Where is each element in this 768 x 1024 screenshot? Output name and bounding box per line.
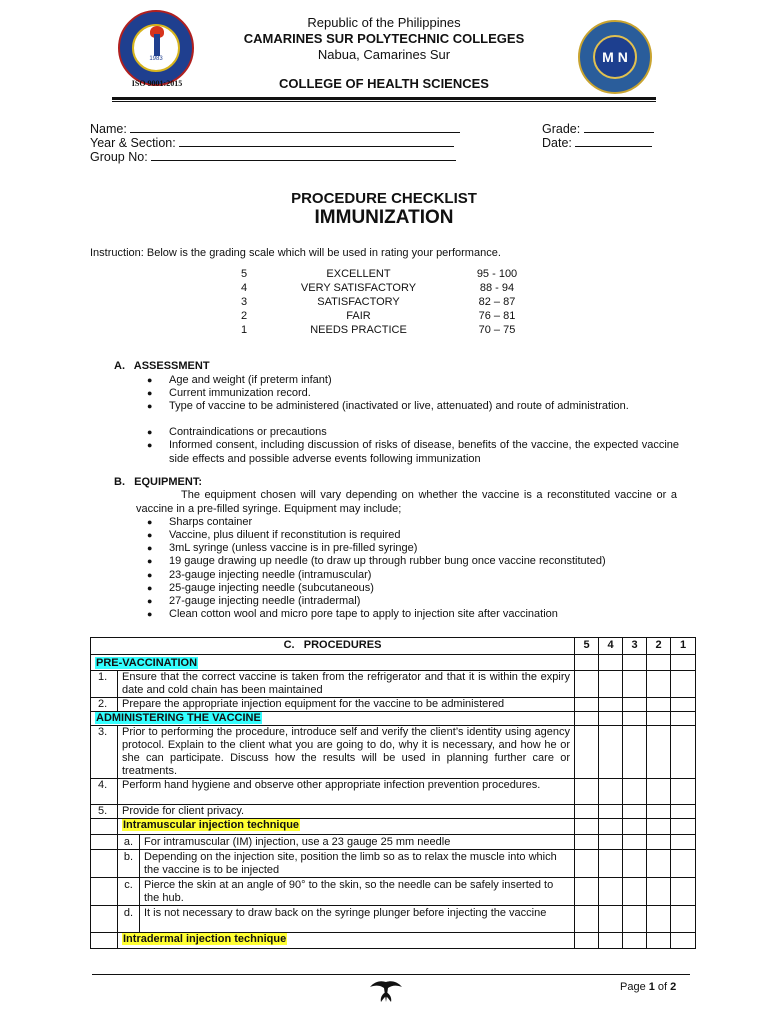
score-cell[interactable] (671, 933, 696, 949)
header-divider (112, 97, 656, 100)
score-cell[interactable] (671, 712, 696, 726)
score-cell[interactable] (647, 850, 671, 878)
page-number: Page 1 of 2 (620, 981, 677, 993)
equipment-intro: The equipment chosen will vary depending on whether the vaccine is a reconstituted vaccine or a vaccine in a pre-filled syringe. Equipment may include; (136, 489, 677, 515)
table-row (91, 906, 696, 933)
score-cell[interactable] (575, 712, 599, 726)
scale-score: 2 (241, 310, 248, 322)
score-header: 4 (599, 638, 623, 655)
seal-year: 1983 (149, 56, 163, 62)
date-field[interactable] (542, 134, 652, 150)
score-cell[interactable] (599, 671, 623, 698)
procedures-table (90, 637, 695, 949)
name-label: Name: (90, 122, 127, 136)
score-cell[interactable] (575, 655, 599, 671)
bullet-icon: ● (147, 609, 153, 619)
score-cell[interactable] (623, 655, 647, 671)
score-cell[interactable] (599, 906, 623, 933)
scale-row (0, 324, 768, 338)
sub-text: For intramuscular (IM) injection, use a 23 gauge 25 mm needle (140, 835, 575, 850)
score-cell[interactable] (575, 698, 599, 712)
score-cell[interactable] (647, 933, 671, 949)
score-cell[interactable] (623, 933, 647, 949)
name-line[interactable] (130, 120, 460, 133)
score-cell[interactable] (647, 835, 671, 850)
score-cell[interactable] (671, 671, 696, 698)
score-cell[interactable] (671, 850, 696, 878)
iso-certification: ISO 9001:2015 (131, 79, 183, 88)
bullet-icon: ● (147, 530, 153, 540)
score-cell[interactable] (575, 933, 599, 949)
score-cell[interactable] (647, 819, 671, 835)
college-name: CAMARINES SUR POLYTECHNIC COLLEGES (243, 31, 525, 46)
date-line[interactable] (575, 134, 652, 147)
bullet-icon: ● (147, 583, 153, 593)
score-cell[interactable] (647, 878, 671, 906)
bullet-icon: ● (147, 556, 153, 566)
step-number: 1. (91, 671, 118, 698)
scale-range: 70 – 75 (478, 324, 516, 336)
table-row (91, 671, 696, 698)
im-technique-heading: Intramuscular injection technique (123, 819, 300, 831)
pre-vaccination-cell (91, 655, 575, 671)
score-cell[interactable] (671, 819, 696, 835)
table-header-row (91, 638, 696, 655)
bullet-icon: ● (147, 570, 153, 580)
score-cell[interactable] (599, 726, 623, 779)
score-cell[interactable] (647, 779, 671, 805)
score-cell[interactable] (599, 933, 623, 949)
department-name: COLLEGE OF HEALTH SCIENCES (279, 76, 489, 91)
score-cell[interactable] (671, 726, 696, 779)
grade-line[interactable] (584, 120, 654, 133)
scale-row (0, 268, 768, 282)
scale-label: NEEDS PRACTICE (310, 324, 407, 336)
scale-range: 95 - 100 (476, 268, 518, 280)
equipment-heading: B. EQUIPMENT: (114, 476, 203, 488)
score-cell[interactable] (575, 805, 599, 819)
score-cell[interactable] (599, 805, 623, 819)
pre-vaccination-heading: PRE-VACCINATION (96, 657, 198, 669)
score-cell[interactable] (647, 906, 671, 933)
score-cell[interactable] (671, 878, 696, 906)
table-row (91, 850, 696, 878)
scale-label: FAIR (346, 310, 371, 322)
header-divider-thin (112, 101, 656, 102)
score-cell[interactable] (623, 726, 647, 779)
scale-range: 82 – 87 (478, 296, 516, 308)
date-label: Date: (542, 136, 572, 150)
instruction-text: Instruction: Below is the grading scale which will be used in rating your performance. (90, 247, 501, 259)
score-cell[interactable] (599, 819, 623, 835)
step-number: 4. (91, 779, 118, 805)
score-header: 3 (623, 638, 647, 655)
scale-label: EXCELLENT (326, 268, 391, 280)
bullet-icon: ● (147, 375, 153, 385)
scale-score: 4 (241, 282, 248, 294)
im-technique-cell (118, 819, 575, 835)
score-cell[interactable] (623, 878, 647, 906)
table-row (91, 698, 696, 712)
score-cell[interactable] (599, 878, 623, 906)
score-cell[interactable] (623, 819, 647, 835)
score-cell[interactable] (623, 779, 647, 805)
section-row (91, 712, 696, 726)
sub-letter: c. (118, 878, 140, 906)
college-location: Nabua, Camarines Sur (317, 47, 451, 62)
score-cell[interactable] (623, 850, 647, 878)
score-cell[interactable] (671, 698, 696, 712)
assessment-heading: A. ASSESSMENT (114, 360, 210, 372)
id-technique-cell (118, 933, 575, 949)
scale-row (0, 296, 768, 310)
score-cell[interactable] (671, 805, 696, 819)
procedures-heading: C. PROCEDURES (91, 638, 575, 655)
bullet-icon: ● (147, 596, 153, 606)
score-cell[interactable] (623, 698, 647, 712)
health-logo-letters: M N (593, 35, 637, 79)
score-cell[interactable] (575, 726, 599, 779)
score-cell[interactable] (575, 906, 599, 933)
year-section-label: Year & Section: (90, 136, 176, 150)
bullet-icon: ● (147, 517, 153, 527)
sub-letter: d. (118, 906, 140, 933)
score-cell[interactable] (575, 671, 599, 698)
republic-line: Republic of the Philippines (307, 15, 461, 30)
empty-cell (91, 906, 118, 933)
score-cell[interactable] (647, 712, 671, 726)
bullet-icon: ● (147, 427, 153, 437)
score-cell[interactable] (647, 698, 671, 712)
score-cell[interactable] (623, 671, 647, 698)
step-text: Perform hand hygiene and observe other appropriate infection prevention procedures. (118, 779, 575, 805)
subsection-row (91, 819, 696, 835)
step-number: 3. (91, 726, 118, 779)
empty-cell (91, 878, 118, 906)
bullet-icon: ● (147, 440, 153, 450)
empty-cell (91, 835, 118, 850)
step-text: Prepare the appropriate injection equipment for the vaccine to be administered (118, 698, 575, 712)
step-text: Provide for client privacy. (118, 805, 575, 819)
sub-text: It is not necessary to draw back on the syringe plunger before injecting the vaccine (140, 906, 575, 933)
score-cell[interactable] (647, 805, 671, 819)
grade-label: Grade: (542, 122, 581, 136)
group-no-field[interactable] (90, 148, 456, 164)
id-technique-heading: Intradermal injection technique (123, 933, 287, 945)
score-cell[interactable] (575, 819, 599, 835)
score-header: 2 (647, 638, 671, 655)
administering-cell (91, 712, 575, 726)
score-cell[interactable] (599, 835, 623, 850)
table-row (91, 835, 696, 850)
score-cell[interactable] (599, 850, 623, 878)
score-header: 5 (575, 638, 599, 655)
checklist-title: PROCEDURE CHECKLIST (291, 190, 477, 207)
sub-letter: a. (118, 835, 140, 850)
scale-row (0, 310, 768, 324)
sub-text: Pierce the skin at an angle of 90° to the skin, so the needle can be safely inserted to the hub. (140, 878, 575, 906)
score-cell[interactable] (623, 712, 647, 726)
score-cell[interactable] (599, 698, 623, 712)
scale-score: 3 (241, 296, 248, 308)
scale-score: 5 (241, 268, 248, 280)
table-row (91, 779, 696, 805)
scale-row (0, 282, 768, 296)
score-cell[interactable] (623, 906, 647, 933)
score-cell[interactable] (671, 655, 696, 671)
score-header: 1 (671, 638, 696, 655)
scale-score: 1 (241, 324, 248, 336)
scale-range: 88 - 94 (479, 282, 515, 294)
score-cell[interactable] (575, 878, 599, 906)
step-text: Prior to performing the procedure, introduce self and verify the client’s identity using agency protocol. Explain to the client what you are going to do, why it is necessary, and how he or she can participate. Discuss how the results will be used in planning further care or treatments. (118, 726, 575, 779)
sub-text: Depending on the injection site, position the limb so as to relax the muscle into which the vaccine is to be injected (140, 850, 575, 878)
table-row (91, 805, 696, 819)
score-cell[interactable] (671, 779, 696, 805)
section-row (91, 655, 696, 671)
score-cell[interactable] (671, 835, 696, 850)
footer-divider (92, 974, 690, 975)
bullet-icon: ● (147, 543, 153, 553)
score-cell[interactable] (575, 779, 599, 805)
empty-cell (91, 819, 118, 835)
scale-label: VERY SATISFACTORY (300, 282, 417, 294)
bullet-icon: ● (147, 401, 153, 411)
group-no-line[interactable] (151, 148, 456, 161)
step-number: 2. (91, 698, 118, 712)
table-row (91, 726, 696, 779)
empty-cell (91, 933, 118, 949)
empty-cell (91, 850, 118, 878)
ornament-icon (366, 978, 406, 1006)
score-cell[interactable] (647, 655, 671, 671)
table-row (91, 878, 696, 906)
score-cell[interactable] (623, 835, 647, 850)
score-cell[interactable] (647, 726, 671, 779)
score-cell[interactable] (599, 655, 623, 671)
score-cell[interactable] (575, 835, 599, 850)
step-text: Ensure that the correct vaccine is taken from the refrigerator and that it is within the expiry date and cold chain has been maintained (118, 671, 575, 698)
administering-heading: ADMINISTERING THE VACCINE (96, 712, 261, 724)
procedure-title: IMMUNIZATION (314, 207, 454, 228)
score-cell[interactable] (671, 906, 696, 933)
score-cell[interactable] (575, 850, 599, 878)
score-cell[interactable] (599, 779, 623, 805)
score-cell[interactable] (623, 805, 647, 819)
bullet-icon: ● (147, 388, 153, 398)
scale-label: SATISFACTORY (317, 296, 400, 308)
subsection-row (91, 933, 696, 949)
group-no-label: Group No: (90, 150, 148, 164)
score-cell[interactable] (599, 712, 623, 726)
step-number: 5. (91, 805, 118, 819)
scale-range: 76 – 81 (478, 310, 516, 322)
score-cell[interactable] (647, 671, 671, 698)
year-section-line[interactable] (179, 134, 454, 147)
sub-letter: b. (118, 850, 140, 878)
